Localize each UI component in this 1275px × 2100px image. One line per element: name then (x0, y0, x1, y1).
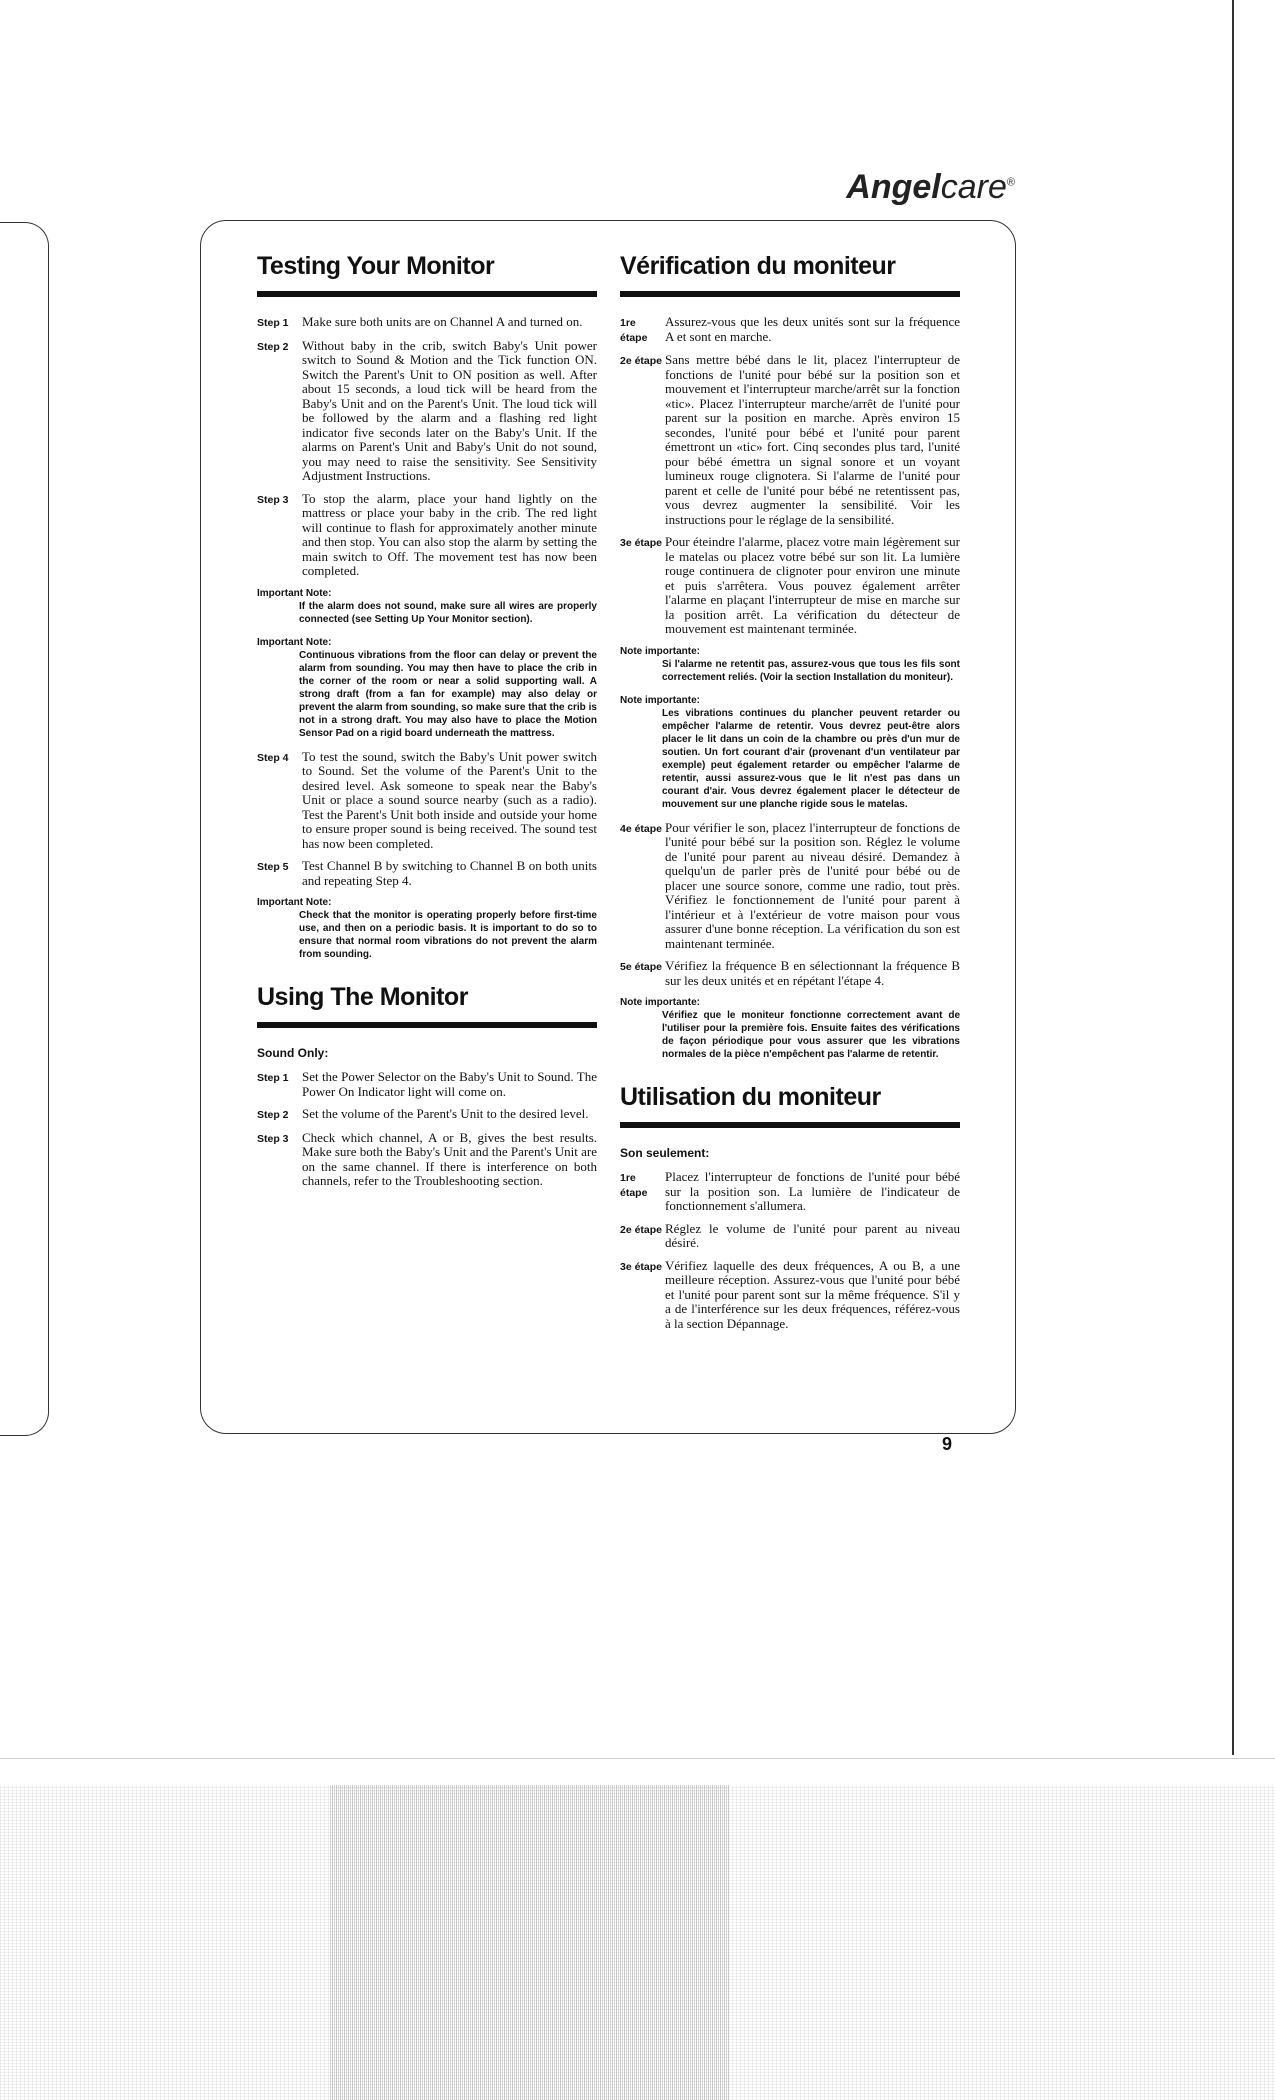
step-label: Step 3 (257, 1132, 289, 1145)
note-heading: Note importante: (620, 645, 700, 657)
step-item (620, 1259, 960, 1332)
step-text: Vérifiez laquelle des deux fréquences, A ou B, a une meilleure réception. Assurez-vous que l'unité pour bébé et l'unité pour parent sont sur la même fréquence. S'il y a de l'interférence sur les deux fréquences, référez-vous à la section Dépannage. (665, 1257, 960, 1331)
french-column (620, 252, 960, 1339)
left-page-frame (0, 222, 49, 1436)
step-item (620, 959, 960, 988)
step-item (257, 1131, 597, 1189)
title-rule (257, 1022, 597, 1028)
step-item (257, 315, 597, 331)
step-label: 3e étape (620, 1260, 663, 1273)
title-rule (257, 291, 597, 297)
step-label: 4e étape (620, 822, 663, 835)
step-label: 5e étape (620, 961, 663, 973)
step-label: Step 4 (257, 751, 289, 764)
subheading: Son seulement: (620, 1146, 710, 1160)
note-heading: Note importante: (620, 694, 700, 706)
step-text: Set the volume of the Parent's Unit to the desired level. (302, 1106, 589, 1121)
section-title: Using The Monitor (257, 983, 468, 1011)
step-text: Pour éteindre l'alarme, placez votre main légèrement sur le matelas ou placez votre bébé sur son lit. La lumière rouge continuera de clignoter pour environ une minute et puis s'arrêtera. Vous pouvez également arrêter l'alarme en plaçant l'interrupteur de mise en marche sur la position arrêt. La vérification du détecteur de mouvement est maintenant terminée. (665, 534, 960, 636)
important-note (620, 645, 960, 684)
brand-light: care (940, 168, 1007, 206)
note-body: Check that the monitor is operating properly before first-time use, and then on a periodic basis. It is important to do so to ensure that normal room vibrations do not prevent the alarm from sounding. (299, 910, 597, 960)
subheading: Sound Only: (257, 1046, 329, 1060)
step-label: Step 3 (257, 493, 289, 506)
step-text: Check which channel, A or B, gives the best results. Make sure both the Baby's Unit and the Parent's Unit are on the same channel. If there is interference on both channels, refer to the Troubleshooting section. (302, 1129, 597, 1188)
step-label: Step 5 (257, 861, 289, 873)
step-label: 2e étape (620, 1223, 663, 1236)
note-heading: Note importante: (620, 997, 700, 1008)
note-body: If the alarm does not sound, make sure all wires are properly connected (see Setting Up Your Monitor section). (299, 600, 597, 625)
page-number: 9 (942, 1434, 953, 1454)
step-item (257, 339, 597, 484)
step-text: Placez l'interrupteur de fonctions de l'unité pour bébé sur la position son. La lumière de l'indicateur de fonctionnement s'allumera. (665, 1169, 960, 1213)
important-note (620, 694, 960, 811)
step-text: Assurez-vous que les deux unités sont sur la fréquence A et sont en marche. (665, 314, 960, 344)
step-label: 1re étape (620, 317, 648, 344)
important-note (257, 896, 597, 961)
step-label: Step 1 (257, 317, 289, 329)
important-note (620, 996, 960, 1061)
section-title: Testing Your Monitor (257, 252, 495, 280)
step-item (257, 859, 597, 888)
step-text: Set the Power Selector on the Baby's Unit to Sound. The Power On Indicator light will come on. (302, 1069, 597, 1099)
note-heading: Important Note: (257, 587, 332, 599)
step-item (257, 750, 597, 852)
step-item (620, 1222, 960, 1251)
note-heading: Important Note: (257, 636, 332, 648)
important-note (257, 587, 597, 626)
step-label: Step 2 (257, 1109, 289, 1121)
step-text: Vérifiez la fréquence B en sélectionnant la fréquence B sur les deux unités et en répétant l'étape 4. (665, 958, 960, 988)
step-label: Step 1 (257, 1072, 289, 1084)
step-item (257, 492, 597, 579)
step-label: Step 2 (257, 340, 289, 353)
important-note (257, 636, 597, 740)
step-text: To test the sound, switch the Baby's Unit power switch to Sound. Set the volume of the Parent's Unit to the desired level. Ask someone to speak near the Baby's Unit or place a sound source nearby (such as a radio). Test the Parent's Unit both inside and outside your home to ensure proper sound is being received. The sound test has now been completed. (302, 748, 597, 851)
english-column (257, 252, 597, 1197)
note-body: Les vibrations continues du plancher peuvent retarder ou empêcher l'alarme de retentir. Vous devrez peut-être alors placer le lit dans un coin de la chambre ou près d'un mur de soutien. Un fort courant d'air (provenant d'un ventilateur par exemple) peut également retarder ou empêcher l'alarme de retentir, aussi assurez-vous que le lit n'est pas dans un courant d'air. Vous devrez également placer le détecteur de mouvement sur une planche rigide sous le matelas. (662, 707, 960, 810)
brand-logo (846, 168, 1015, 207)
step-item (620, 1170, 960, 1214)
step-item (257, 1107, 597, 1123)
title-rule (620, 1122, 960, 1128)
section-title: Utilisation du moniteur (620, 1083, 881, 1111)
step-item (257, 1070, 597, 1099)
step-text: Sans mettre bébé dans le lit, placez l'interrupteur de fonctions de l'unité pour bébé sur la position son et mouvement et l'interrupteur marche/arrêt sur la fonction «tic». Placez l'interrupteur marche/arrêt de l'unité pour parent sur la position en marche. Après environ 15 secondes, l'unité pour bébé et l'unité pour parent émettront un «tic» fort. Cinq secondes plus tard, l'unité pour bébé émettra un signal sonore et un voyant lumineux rouge clignotera. Si l'alarme de l'unité pour parent et celle de l'unité pour bébé ne retentissent pas, vous devrez augmenter la sensibilité. Voir les instructions pour le réglage de la sensibilité. (665, 352, 960, 527)
step-text: To stop the alarm, place your hand lightly on the mattress or place your baby in the crib. The red light will continue to flash for approximately another minute and then stop. You can also stop the alarm by setting the main switch to Off. The movement test has now been completed. (302, 490, 597, 578)
note-body: Vérifiez que le moniteur fonctionne correctement avant de l'utiliser pour la première fois. Ensuite faites des vérifications de façon périodique pour vous assurer que les vibrations normales de la pièce n'empêchent pas l'alarme de retentir. (662, 1010, 960, 1060)
step-text: Make sure both units are on Channel A and turned on. (302, 314, 583, 329)
scan-artifact-line (0, 1758, 1275, 1759)
scan-noise-dense (330, 1785, 730, 2100)
brand-bold: Angel (846, 168, 941, 206)
step-item (620, 535, 960, 637)
step-text: Pour vérifier le son, placez l'interrupteur de fonctions de l'unité pour bébé sur la position son. Réglez le volume de l'unité pour parent au niveau désiré. Demandez à quelqu'un de parler près de l'unité pour bébé ou de placer une source sonore, comme une radio, tout près. Vérifiez le fonctionnement de l'unité pour parent à l'intérieur et à l'extérieur de votre maison pour vous assurer d'une bonne réception. La vérification du son est maintenant terminée. (665, 819, 960, 951)
note-heading: Important Note: (257, 897, 332, 908)
title-rule (620, 291, 960, 297)
page-edge-line (1232, 0, 1234, 1755)
step-label: 3e étape (620, 537, 663, 549)
step-item (620, 353, 960, 527)
step-item (620, 821, 960, 952)
step-text: Test Channel B by switching to Channel B on both units and repeating Step 4. (302, 858, 597, 888)
brand-mark: ® (1006, 176, 1015, 189)
step-item (620, 315, 960, 345)
step-text: Réglez le volume de l'unité pour parent au niveau désiré. (665, 1220, 960, 1250)
step-text: Without baby in the crib, switch Baby's Unit power switch to Sound & Motion and the Tick function ON. Switch the Parent's Unit to ON position as well. After about 15 seconds, a loud tick will be heard from the Baby's Unit and on the Parent's Unit. The loud tick will be followed by the alarm and a flashing red light indicator five seconds later on the Baby's Unit. If the alarms on Parent's Unit and Baby's Unit do not sound, you may need to raise the sensitivity. See Sensitivity Adjustment Instructions. (302, 337, 597, 483)
step-label: 1re étape (620, 1172, 648, 1199)
note-body: Si l'alarme ne retentit pas, assurez-vous que tous les fils sont correctement reliés. (Voir la section Installation du moniteur). (662, 658, 960, 683)
section-title: Vérification du moniteur (620, 252, 896, 280)
step-label: 2e étape (620, 355, 663, 367)
note-body: Continuous vibrations from the floor can delay or prevent the alarm from sounding. You may then have to place the crib in the corner of the room or near a solid supporting wall. A strong draft (from a fan for example) may also delay or prevent the alarm from sounding, so make sure that the crib is not in a strong draft. You may also have to place the Motion Sensor Pad on a rigid board underneath the mattress. (299, 649, 597, 739)
